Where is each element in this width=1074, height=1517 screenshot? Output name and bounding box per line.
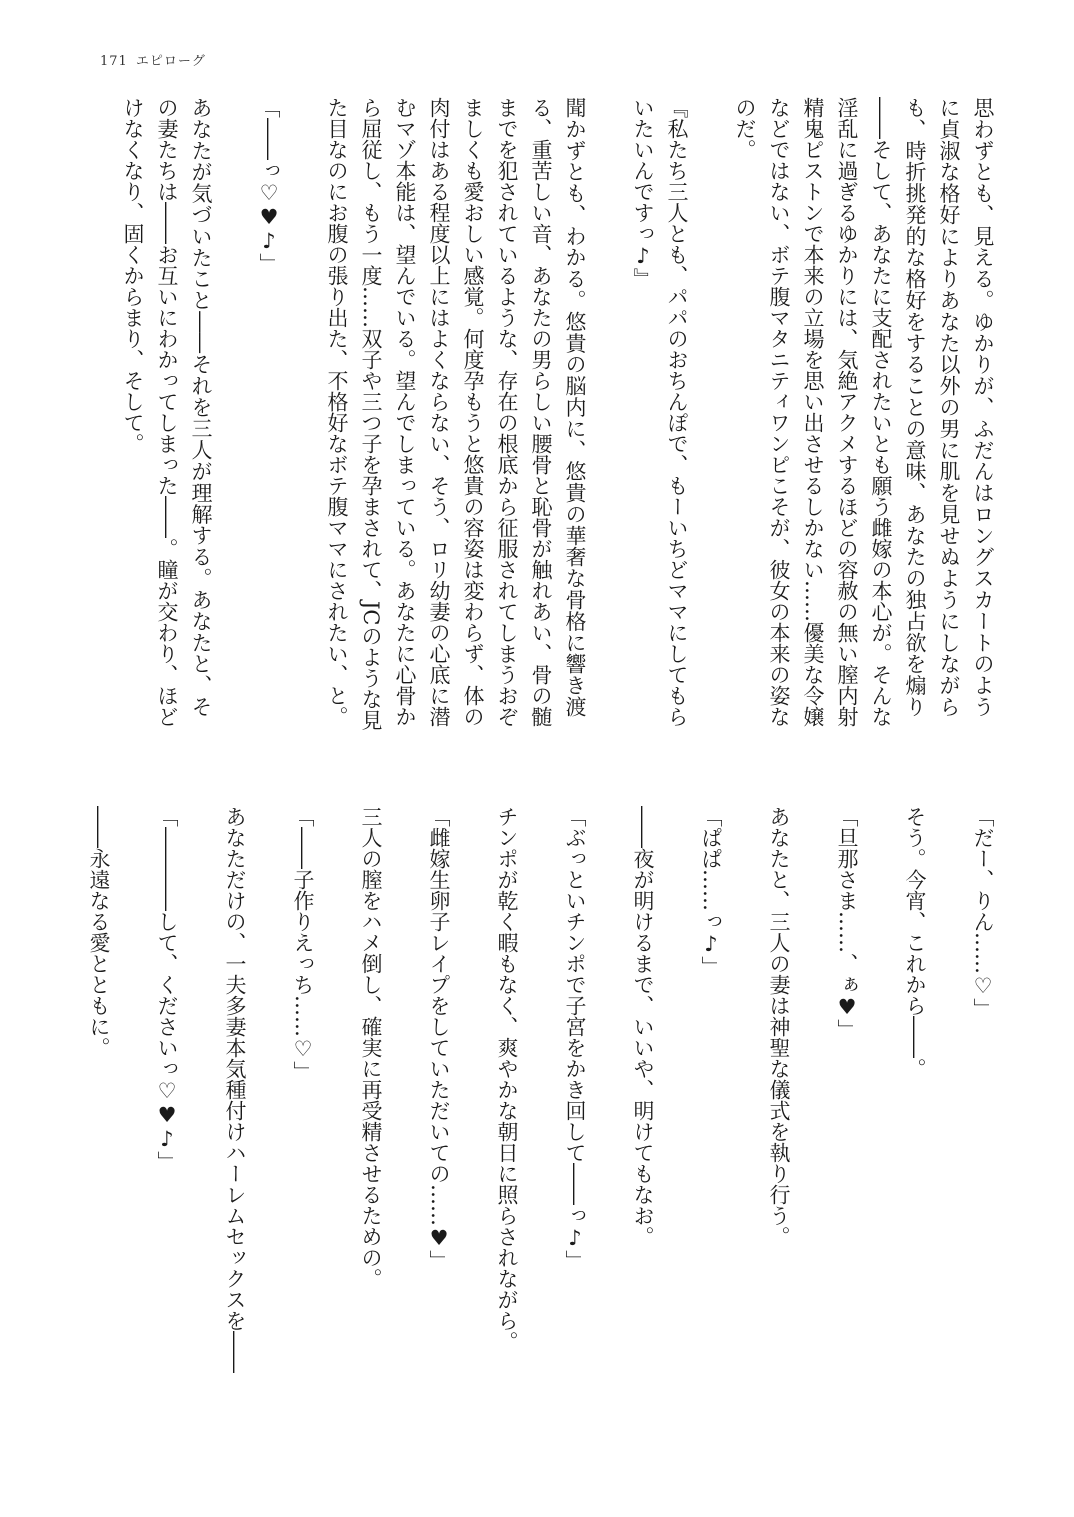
text-column: までを犯されているような、存在の根底から征服されてしまうおぞ <box>495 97 519 727</box>
running-head <box>100 50 214 69</box>
upper-text-block <box>116 97 1000 731</box>
text-column: 「旦那さま……、ぁ♥」 <box>835 806 859 1040</box>
text-column: あなたと、三人の妻は神聖な儀式を執り行う。 <box>767 806 791 1247</box>
blank-column <box>116 806 150 1406</box>
blank-column <box>660 806 694 1406</box>
text-column: 『私たち三人とも、パパのおちんぽで、もーいちどママにしてもら <box>665 97 689 727</box>
blank-column <box>218 97 252 717</box>
blank-column <box>592 97 626 717</box>
text-column: 三人の膣をハメ倒し、確実に再受精させるための。 <box>359 806 383 1289</box>
text-column: 精鬼ピストンで本来の立場を思い出させるしかない……優美な令嬢 <box>801 97 825 727</box>
text-column: あなただけの、一夫多妻本気種付けハーレムセックスを―― <box>223 806 247 1373</box>
text-column: むマゾ本能は、望んでいる。望んでしまっている。あなたに心骨か <box>393 97 417 727</box>
text-column: 淫乱に過ぎるゆかりには、気絶アクメするほどの容赦の無い膣内射 <box>835 97 859 727</box>
blank-column <box>252 806 286 1406</box>
text-column: 「――子作りえっち……♡」 <box>291 806 315 1082</box>
text-column: ――永遠なる愛とともに。 <box>87 806 111 1058</box>
blank-column <box>592 806 626 1406</box>
page-number: 171 <box>100 54 128 69</box>
blank-column <box>932 806 966 1406</box>
text-column: などではない、ボテ腹マタニティワンピこそが、彼女の本来の姿な <box>767 97 791 727</box>
text-column: た目なのにお腹の張り出た、不格好なボテ腹ママにされたい、と。 <box>325 97 349 727</box>
text-column: 「――――して、くださいっ♡♥♪」 <box>155 806 179 1172</box>
text-column: 聞かずとも、わかる。悠貴の脳内に、悠貴の華奢な骨格に響き渡 <box>563 97 587 717</box>
text-column: そう。今宵、これから――。 <box>903 806 927 1079</box>
text-column: ――そして、あなたに支配されたいとも願う雌嫁の本心が。そんな <box>869 97 893 727</box>
text-column: ら屈従し、もう一度……双子や三つ子を孕まされて、JCのような見 <box>359 97 383 731</box>
blank-column <box>864 806 898 1406</box>
blank-column <box>796 806 830 1406</box>
text-column: 「雌嫁生卵子レイプをしていただいての……♥」 <box>427 806 451 1271</box>
text-column: る、重苦しい音、あなたの男らしい腰骨と恥骨が触れあい、骨の髄 <box>529 97 553 727</box>
chapter-title: エピローグ <box>135 54 206 69</box>
text-column: も、時折挑発的な格好をすることの意味、あなたの独占欲を煽り <box>903 97 927 717</box>
blank-column <box>388 806 422 1406</box>
text-column: のだ。 <box>733 97 757 160</box>
text-column: 「ぶっといチンポで子宮をかき回して――っ♪」 <box>563 806 587 1271</box>
blank-column <box>694 97 728 717</box>
text-column: ――夜が明けるまで、いいや、明けてもなお。 <box>631 806 655 1247</box>
blank-column <box>728 806 762 1406</box>
blank-column <box>456 806 490 1406</box>
text-column: 肉付はある程度以上にはよくならない、そう、ロリ幼妻の心底に潜 <box>427 97 451 727</box>
text-column: いたいんですっ♪』 <box>631 97 655 289</box>
text-column: 「だー、りん……♡」 <box>971 806 995 1019</box>
blank-column <box>184 806 218 1406</box>
text-column: に貞淑な格好によりあなた以外の男に肌を見せぬようにしながら <box>937 97 961 717</box>
text-column: チンポが乾く暇もなく、爽やかな朝日に照らされながら。 <box>495 806 519 1352</box>
blank-column <box>320 806 354 1406</box>
text-column: ましくも愛おしい感覚。何度孕もうと悠貴の容姿は変わらず、体の <box>461 97 485 727</box>
text-column: 「――っ♡♥♪」 <box>257 97 281 274</box>
blank-column <box>524 806 558 1406</box>
text-column: の妻たちは――お互いにわかってしまった――。瞳が交わり、ほど <box>155 97 179 727</box>
lower-text-block <box>82 806 1000 1406</box>
text-column: あなたが気づいたこと――それを三人が理解する。あなたと、そ <box>189 97 213 717</box>
text-column: 「ぱぱ……っ♪」 <box>699 806 723 977</box>
text-column: 思わずとも、見える。ゆかりが、ふだんはロングスカートのよう <box>971 97 995 717</box>
blank-column <box>286 97 320 717</box>
text-column: けなくなり、固くからまり、そして。 <box>121 97 145 454</box>
